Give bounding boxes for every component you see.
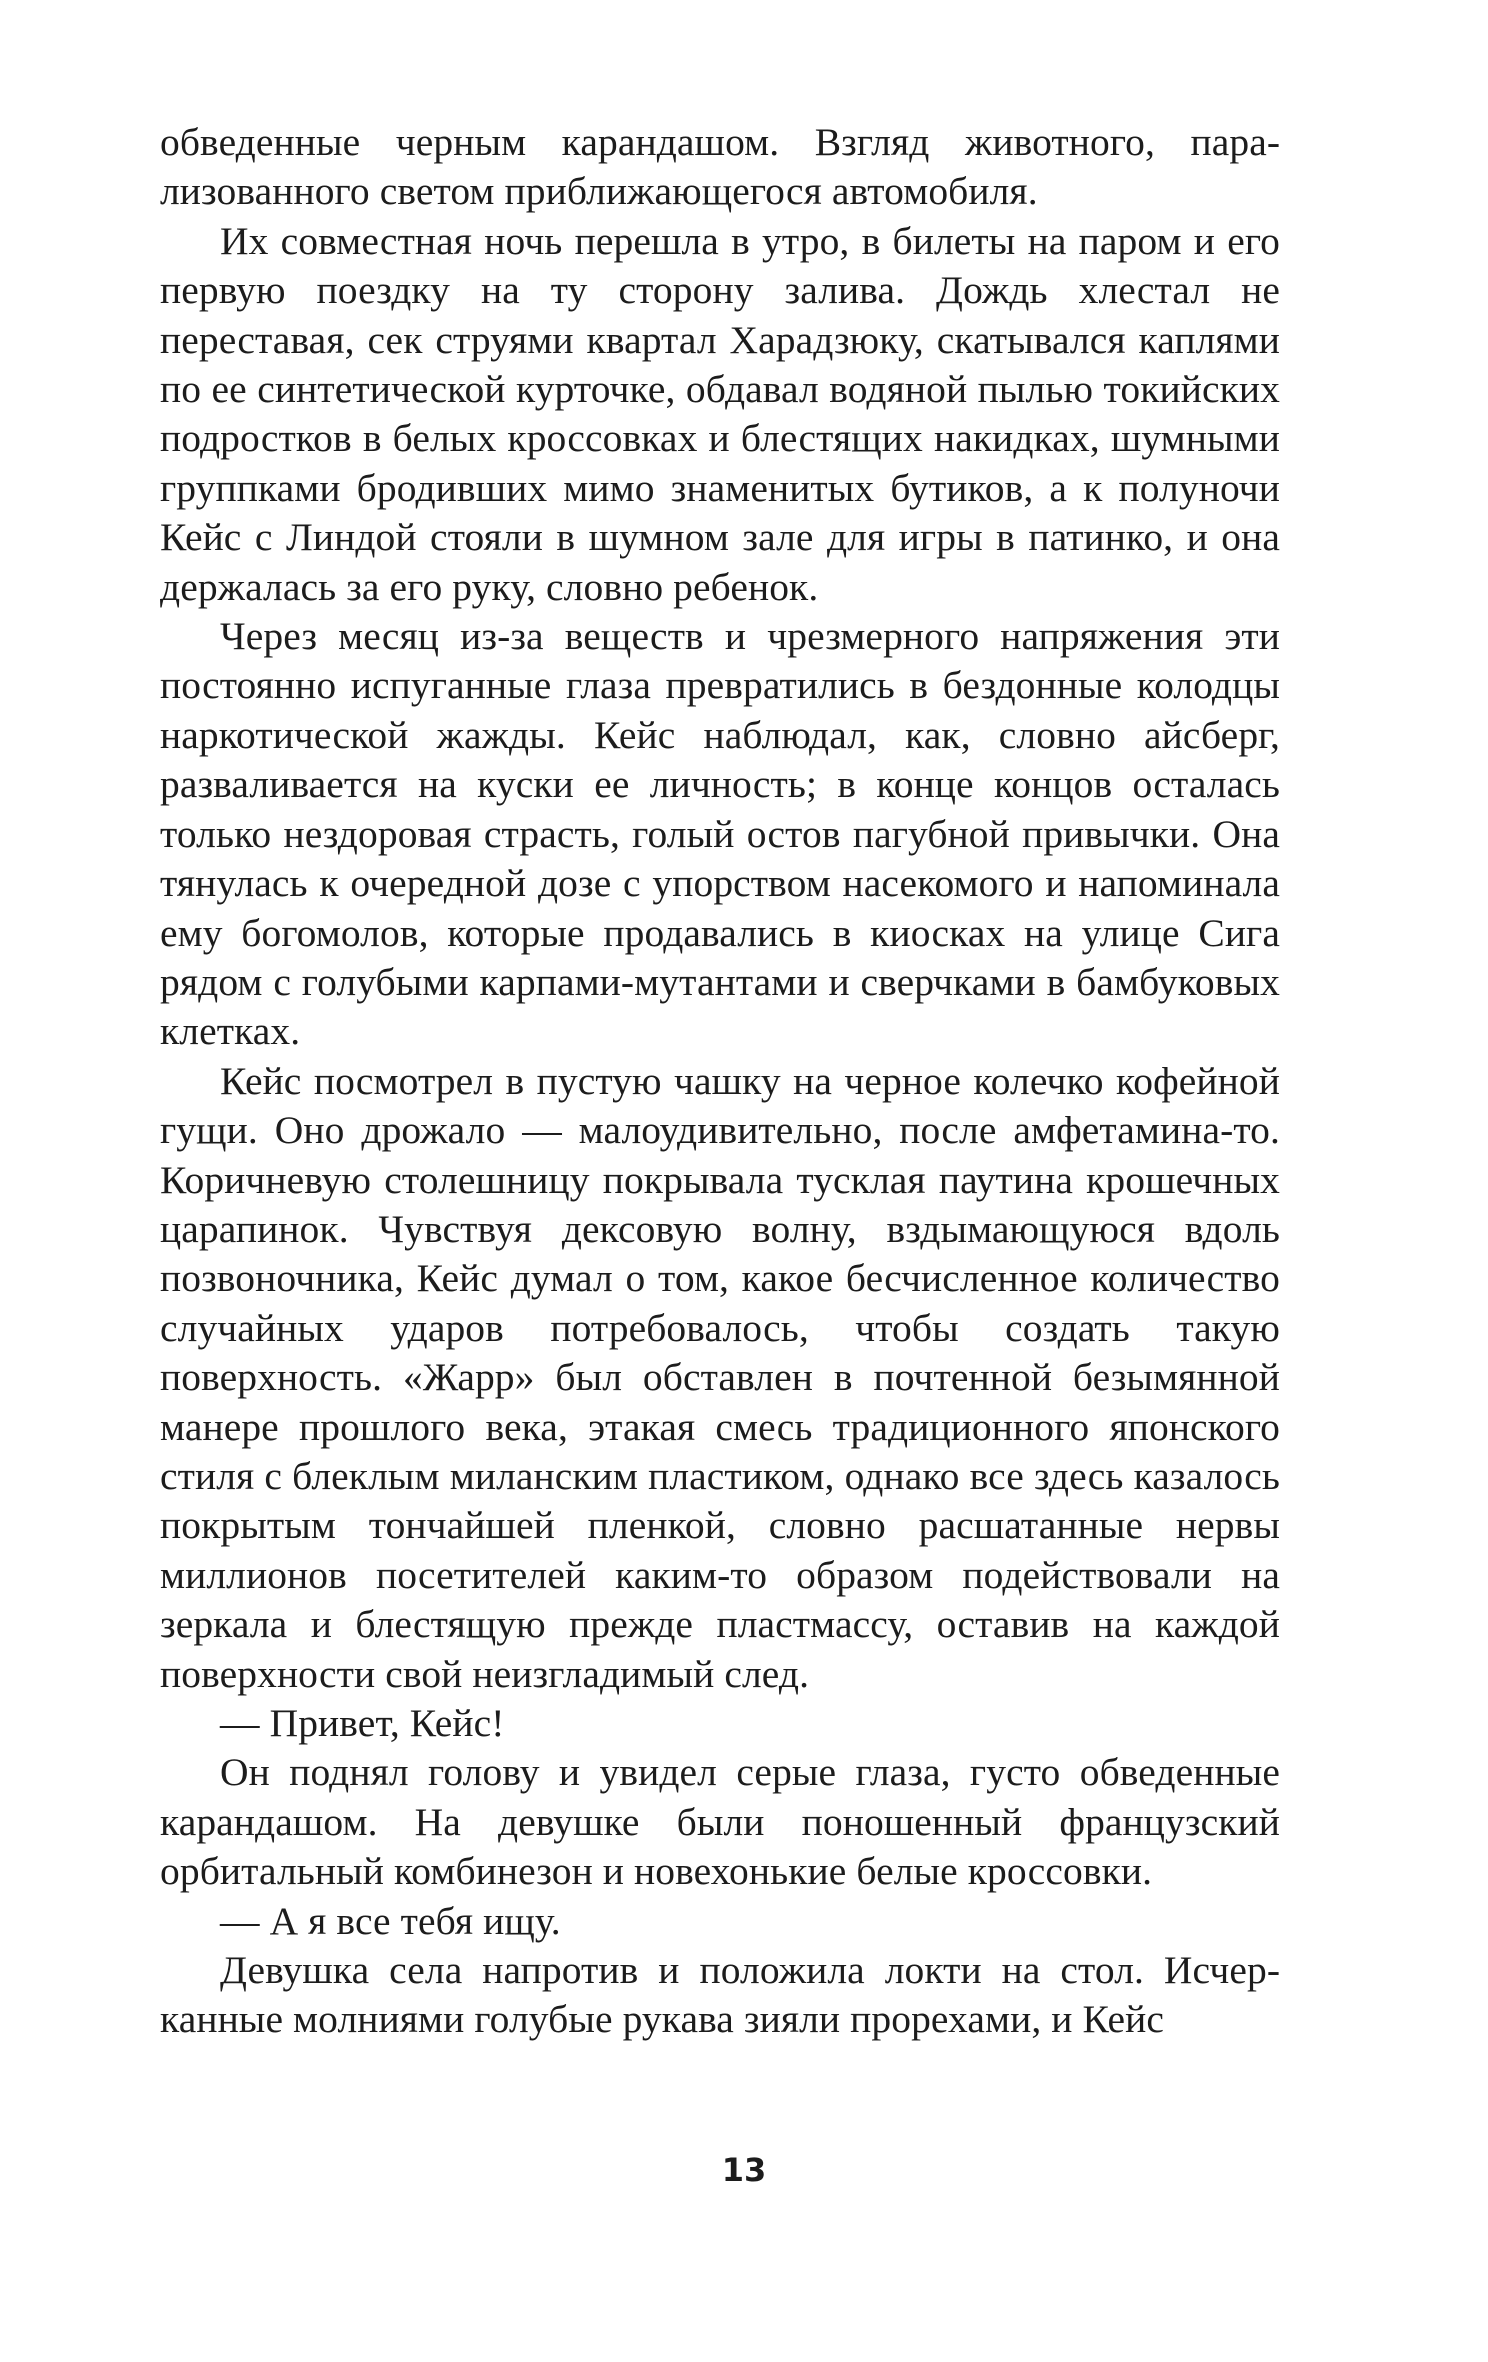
paragraph-5: Он поднял голову и увидел серые глаза, густо обведенные карандашом. На девушке были поношенный французский орбитальный комбинезон и новехонькие белые кроссовки. [160,1750,1280,1894]
paragraph-1: обведенные черным карандашом. Взгляд животного, парализованного светом приближающегося автомобиля. [160,120,1280,214]
dialogue-line-1: — Привет, Кейс! [220,1701,505,1745]
body-text [160,118,1280,2045]
paragraph-6: Девушка села напротив и положила локти на стол. Исчерканные молниями голубые рукава зияли прорехами, и Кейс [160,1948,1280,2042]
page-number: 13 [721,2151,767,2189]
dialogue-line-2: — А я все тебя ищу. [220,1898,561,1943]
paragraph-3: Через месяц из-за веществ и чрезмерного напряжения эти постоянно испуганные глаза превратились в бездонные колодцы наркотической жажды. Кейс наблюдал, как, словно айсберг, разваливается на куски ее личность; в конце концов осталась только нездоровая страсть, голый остов пагубной привычки. Она тянулась к очередной дозе с упорством насекомого и напоминала ему богомолов, которые продавались в киосках на улице Сига рядом с голубыми карпами-мутантами и сверчками в бамбуковых клетках. [160,614,1280,1054]
paragraph-2: Их совместная ночь перешла в утро, в билеты на паром и его первую поездку на ту сторону залива. Дождь хлестал не переставая, сек струями квартал Харадзюку, скатывался каплями по ее синтетической курточке, обдавал водяной пылью токийских подростков в белых кроссовках и блестящих накидках, шумными группками бродивших мимо знаменитых бутиков, а к полуночи Кейс с Линдой стояли в шумном зале для игры в патинко, и она держалась за его руку, словно ребенок. [160,218,1280,609]
paragraph-4: Кейс посмотрел в пустую чашку на черное колечко кофейной гущи. Оно дрожало — малоудивительно, после амфетамина-то. Коричневую столешницу покрывала тусклая паутина крошечных царапинок. Чувствуя дексовую волну, вздымающуюся вдоль позвоночника, Кейс думал о том, какое бесчисленное количество случайных ударов потребовалось, чтобы создать такую поверхность. «Жарр» был обставлен в почтенной безымянной манере прошлого века, этакая смесь традиционного японского стиля с блеклым миланским пластиком, однако все здесь казалось покрытым тончайшей пленкой, словно расшатанные нервы миллионов посетителей каким-то образом подействовали на зеркала и блестящую прежде пластмассу, оставив на каждой поверхности свой неизгладимый след. [160,1058,1280,1696]
